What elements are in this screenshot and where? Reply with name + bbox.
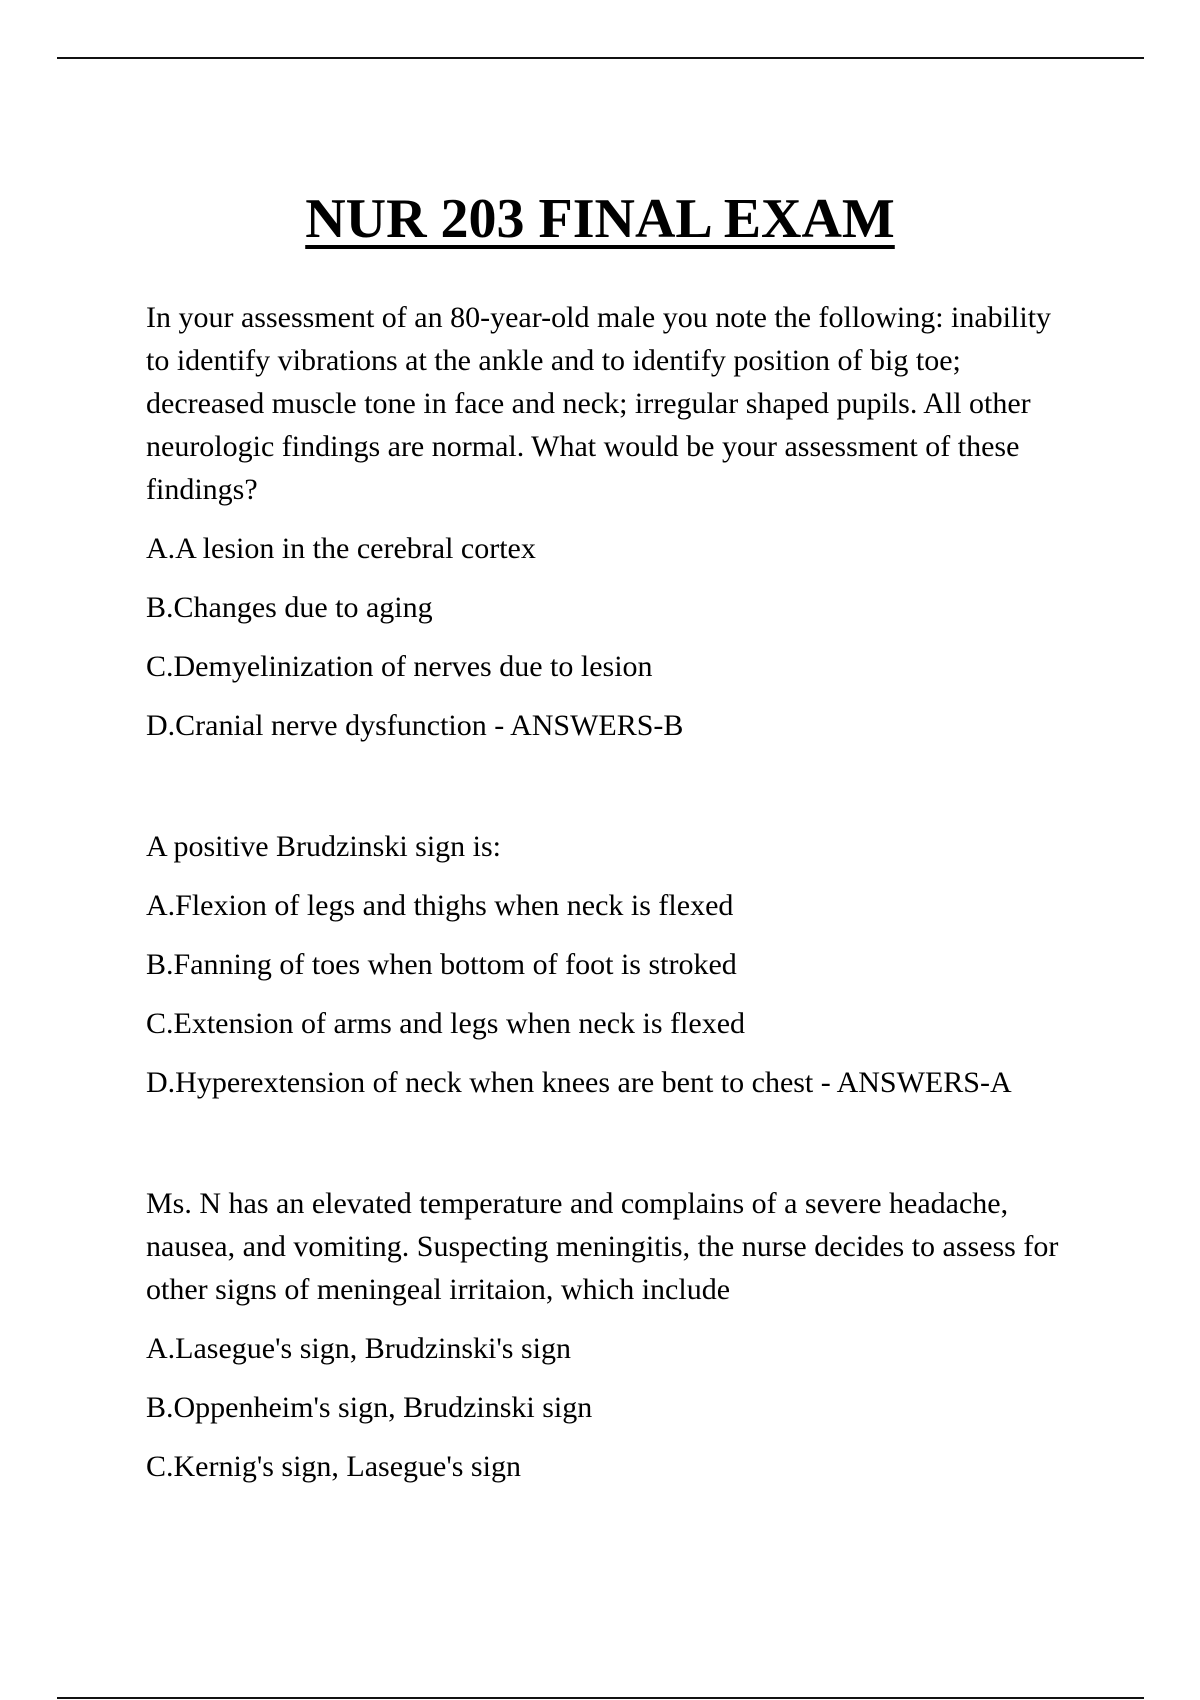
exam-content: [146, 296, 1066, 1566]
page-title: NUR 203 FINAL EXAM: [305, 187, 895, 250]
question-stem: A positive Brudzinski sign is:: [146, 830, 502, 863]
answer-option: B.Oppenheim's sign, Brudzinski sign: [146, 1391, 593, 1424]
answer-option: B.Fanning of toes when bottom of foot is stroked: [146, 948, 737, 981]
answer-options: [146, 527, 1066, 747]
answer-option: C.Kernig's sign, Lasegue's sign: [146, 1450, 521, 1483]
question-block: [146, 825, 1066, 1104]
answer-option: C.Extension of arms and legs when neck is flexed: [146, 1007, 746, 1040]
answer-options: [146, 884, 1066, 1104]
question-block: [146, 1182, 1066, 1488]
question-stem: Ms. N has an elevated temperature and complains of a severe headache, nausea, and vomiting. Suspecting meningitis, the nurse decides to assess for other signs of meningeal irritaion, which include: [146, 1187, 1059, 1306]
question-block: [146, 296, 1066, 747]
answer-option: A.A lesion in the cerebral cortex: [146, 532, 536, 565]
answer-options: [146, 1327, 1066, 1488]
answer-option: D.Hyperextension of neck when knees are bent to chest - ANSWERS-A: [146, 1066, 1012, 1099]
answer-option: A.Flexion of legs and thighs when neck is flexed: [146, 889, 734, 922]
question-stem: In your assessment of an 80-year-old male you note the following: inability to identify vibrations at the ankle and to identify position of big toe; decreased muscle tone in face and neck; irregular shaped pupils. All other neurologic findings are normal. What would be your assessment of these findings?: [146, 301, 1052, 506]
top-rule: [57, 57, 1144, 59]
answer-option: C.Demyelinization of nerves due to lesion: [146, 650, 653, 683]
answer-option: A.Lasegue's sign, Brudzinski's sign: [146, 1332, 571, 1365]
answer-option: B.Changes due to aging: [146, 591, 433, 624]
bottom-rule: [57, 1697, 1144, 1699]
answer-option: D.Cranial nerve dysfunction - ANSWERS-B: [146, 709, 684, 742]
